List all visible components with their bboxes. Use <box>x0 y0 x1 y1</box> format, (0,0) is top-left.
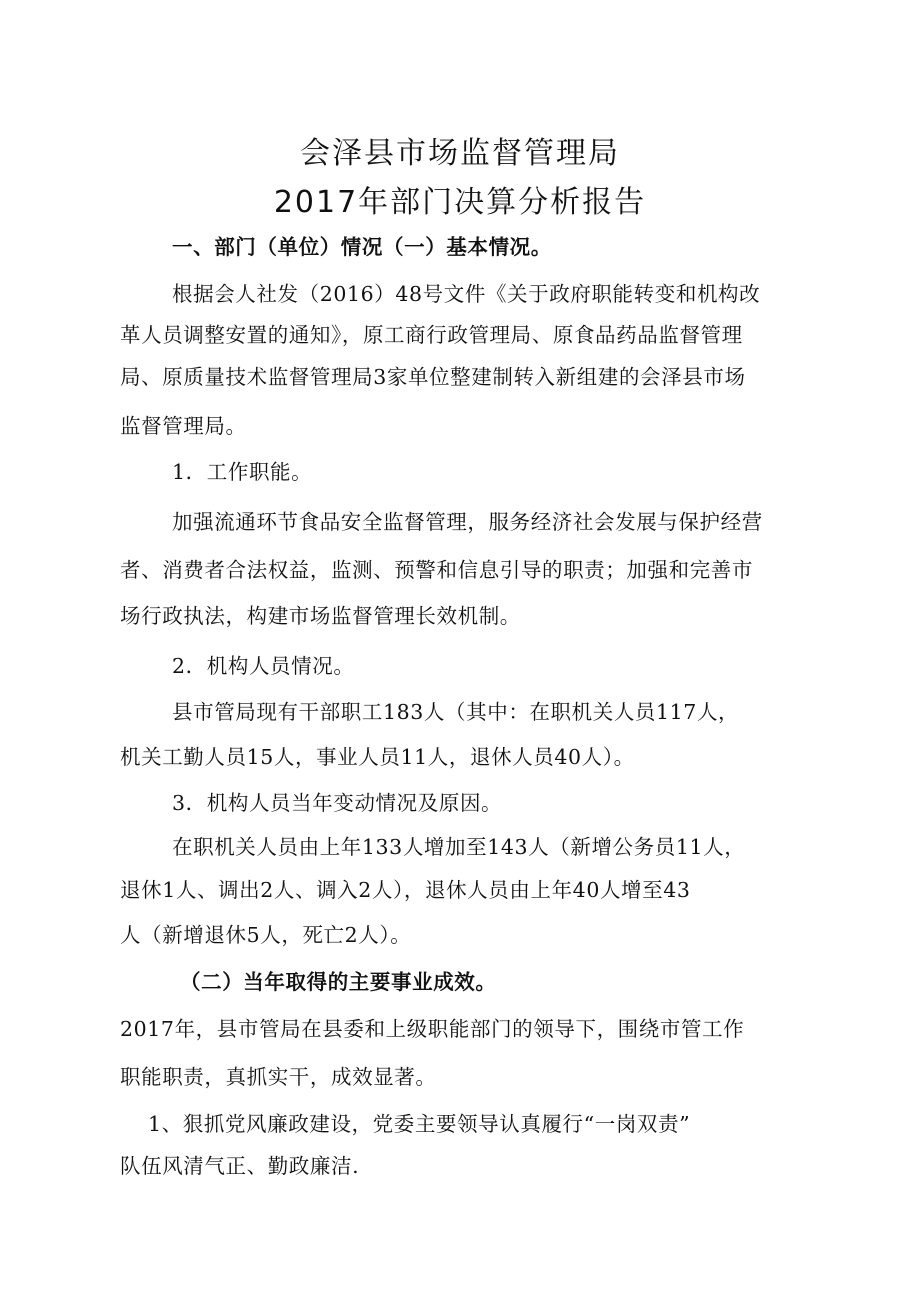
subheading-staff-changes: 3．机构人员当年变动情况及原因。 <box>172 791 503 815</box>
paragraph-line: 监督管理局。 <box>120 414 247 438</box>
section-heading-achievements: （二）当年取得的主要事业成效。 <box>180 970 497 994</box>
paragraph-line: 者、消费者合法权益，监测、预警和信息引导的职责；加强和完善市 <box>120 558 753 582</box>
paragraph-line: 2017年，县市管局在县委和上级职能部门的领导下，围绕市管工作 <box>120 1017 745 1041</box>
paragraph-line: 人（新增退休5人，死亡2人）。 <box>120 923 412 947</box>
paragraph-line: 在职机关人员由上年133人增加至143人（新增公务员11人， <box>172 835 746 859</box>
paragraph-line: 场行政执法，构建市场监督管理长效机制。 <box>120 604 521 628</box>
subheading-staffing: 2．机构人员情况。 <box>172 654 355 678</box>
document-title-line-1: 会泽县市场监督管理局 <box>300 136 620 171</box>
paragraph-line: 1、狠抓党风廉政建设，党委主要领导认真履行“一岗双责” <box>148 1112 691 1136</box>
paragraph-line: 加强流通环节食品安全监督管理，服务经济社会发展与保护经营 <box>172 510 763 534</box>
document-title-line-2: 2017年部门决算分析报告 <box>273 185 647 220</box>
paragraph-line: 革人员调整安置的通知》，原工商行政管理局、原食品药品监督管理 <box>120 323 743 347</box>
paragraph-line: 机关工勤人员15人，事业人员11人，退休人员40人）。 <box>120 745 635 769</box>
subheading-work-functions: 1．工作职能。 <box>172 460 313 484</box>
section-heading-basic-info: 一、部门（单位）情况（一）基本情况。 <box>172 235 552 259</box>
paragraph-line: 退休1人、调出2人、调入2人），退休人员由上年40人增至43 <box>120 878 691 902</box>
paragraph-line: 队伍风清气正、勤政廉洁. <box>120 1154 360 1178</box>
paragraph-line: 局、原质量技术监督管理局3家单位整建制转入新组建的会泽县市场 <box>120 365 746 389</box>
paragraph-line: 县市管局现有干部职工183人（其中：在职机关人员117人， <box>172 700 740 724</box>
paragraph-line: 职能职责，真抓实干，成效显著。 <box>120 1065 437 1089</box>
paragraph-line: 根据会人社发（2016）48号文件《关于政府职能转变和机构改 <box>172 282 761 306</box>
